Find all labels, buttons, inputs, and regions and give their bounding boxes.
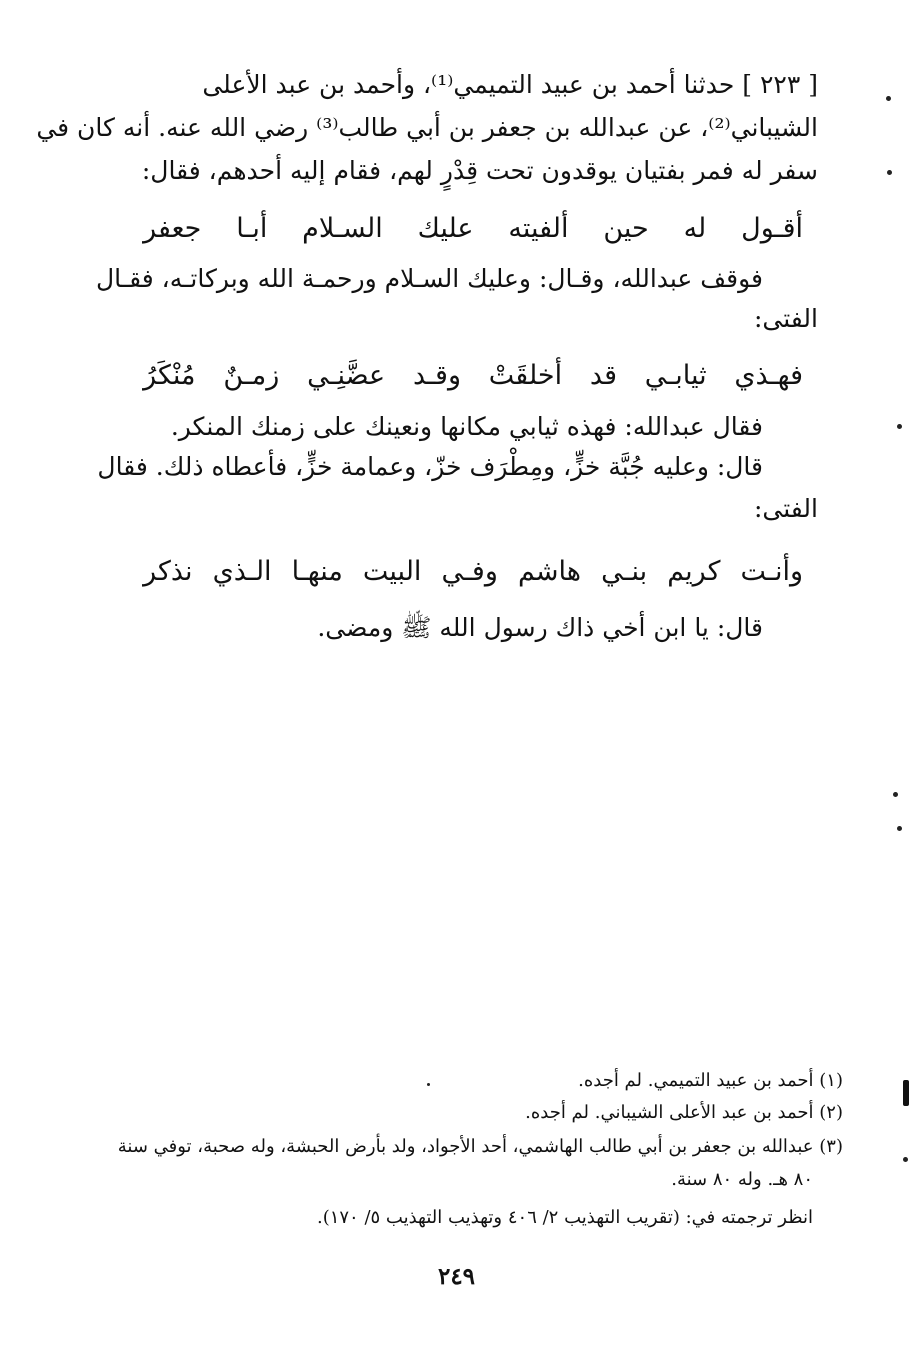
verse-word: ألفيته: [508, 213, 569, 244]
verse-word: ثيابـي: [644, 360, 707, 391]
scan-edge-mark: [903, 1080, 909, 1106]
verse-word: البيت: [362, 556, 422, 587]
verse-word: وفـي: [441, 556, 498, 587]
verse-word: حين: [603, 213, 649, 244]
scan-speck: [887, 170, 892, 175]
verse-3: [143, 556, 803, 587]
prose-line: قال: وعليه جُبَّة خزٍّ، ومِطْرَف خزّ، وعمامة خزٍّ، فأعطاه ذلك. فقال: [97, 452, 763, 481]
verse-word: أبـا: [236, 213, 268, 244]
verse-word: مُنْكَرُ: [143, 360, 196, 391]
hadith-line-2: الشيباني⁽²⁾، عن عبدالله بن جعفر بن أبي طالب⁽³⁾ رضي الله عنه. أنه كان في: [36, 113, 818, 142]
prose-line: فوقف عبدالله، وقـال: وعليك السـلام ورحمـة الله وبركاتـه، فقـال: [95, 264, 763, 293]
verse-word: عضَّنِـي: [307, 360, 386, 391]
footnote-reference: انظر ترجمته في: (تقريب التهذيب ٢/ ٤٠٦ وتهذيب التهذيب ٥/ ١٧٠).: [316, 1207, 813, 1228]
page-number: ٢٤٩: [437, 1263, 476, 1290]
verse-word: السـلام: [302, 213, 383, 244]
scan-speck: [886, 96, 891, 101]
hadith-line-1: [ ٢٢٣ ] حدثنا أحمد بن عبيد التميمي⁽¹⁾، وأحمد بن عبد الأعلى: [202, 70, 818, 99]
verse-word: وأنـت: [740, 556, 803, 587]
verse-word: نذكر: [143, 556, 193, 587]
verse-word: الـذي: [212, 556, 272, 587]
verse-word: كريم: [667, 556, 721, 587]
prose-line: الفتى:: [753, 494, 818, 523]
hadith-line-3: سفر له فمر بفتيان يوقدون تحت قِدْرٍ لهم، فقام إليه أحدهم، فقال:: [141, 156, 818, 185]
prose-line: فقال عبدالله: فهذه ثيابي مكانها ونعينك على زمنك المنكر.: [170, 412, 763, 441]
verse-word: أقـول: [741, 213, 803, 244]
footnote-3-cont: ٨٠ هـ. وله ٨٠ سنة.: [671, 1169, 813, 1190]
verse-word: أخلقَتْ: [488, 360, 563, 391]
verse-1: [143, 213, 803, 244]
verse-2: [143, 360, 803, 391]
footnote-3: (٣) عبدالله بن جعفر بن أبي طالب الهاشمي، أحد الأجواد، ولد بأرض الحبشة، وله صحبة، توفي سنة: [117, 1136, 843, 1157]
scan-speck: [893, 792, 898, 797]
closing-line: قال: يا ابن أخي ذاك رسول الله ﷺ ومضى.: [317, 613, 763, 642]
scan-speck: [427, 1083, 430, 1086]
scan-speck: [903, 1157, 908, 1162]
verse-word: بنـي: [601, 556, 648, 587]
verse-word: عليك: [417, 213, 474, 244]
verse-word: منهـا: [291, 556, 343, 587]
verse-word: قد: [589, 360, 617, 391]
prose-line: الفتى:: [753, 304, 818, 333]
verse-word: له: [683, 213, 707, 244]
footnote-1: (١) أحمد بن عبيد التميمي. لم أجده.: [578, 1070, 843, 1091]
scan-speck: [897, 826, 902, 831]
verse-word: وقـد: [412, 360, 461, 391]
verse-word: جعفر: [143, 213, 202, 244]
verse-word: فهـذي: [734, 360, 803, 391]
verse-word: هاشم: [517, 556, 581, 587]
verse-word: زمـنٌ: [223, 360, 280, 391]
footnote-2: (٢) أحمد بن عبد الأعلى الشيباني. لم أجده.: [525, 1102, 843, 1123]
scan-speck: [897, 424, 902, 429]
